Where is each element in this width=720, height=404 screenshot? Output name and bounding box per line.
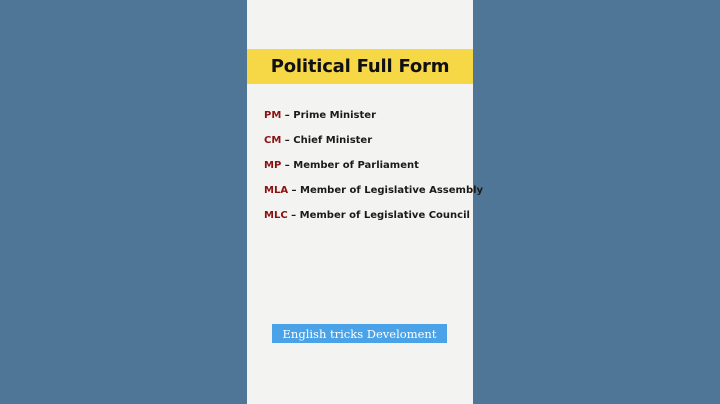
- full-form: Chief Minister: [293, 135, 373, 146]
- separator: –: [288, 185, 301, 196]
- full-form: Member of Parliament: [293, 160, 419, 171]
- full-form: Member of Legislative Assembly: [300, 185, 484, 196]
- abbreviation: PM: [264, 110, 282, 121]
- full-form: Prime Minister: [293, 110, 376, 121]
- watermark-text: English tricks Develoment: [282, 326, 437, 341]
- separator: –: [281, 110, 294, 121]
- separator: –: [281, 160, 294, 171]
- separator: –: [281, 135, 294, 146]
- separator: –: [287, 210, 300, 221]
- list-item: [264, 158, 469, 183]
- title-banner: [247, 49, 473, 84]
- list-item: [264, 133, 469, 158]
- full-form-list: [264, 108, 484, 233]
- abbreviation: CM: [264, 135, 282, 146]
- abbreviation: MLA: [264, 185, 289, 196]
- list-item: [264, 183, 484, 208]
- abbreviation: MP: [264, 160, 282, 171]
- list-item: [264, 208, 469, 233]
- page-title: Political Full Form: [270, 56, 450, 77]
- content-card: [247, 0, 484, 404]
- abbreviation: MLC: [264, 210, 288, 221]
- watermark-label: [272, 324, 447, 343]
- list-item: [264, 108, 469, 133]
- full-form: Member of Legislative Council: [299, 210, 470, 221]
